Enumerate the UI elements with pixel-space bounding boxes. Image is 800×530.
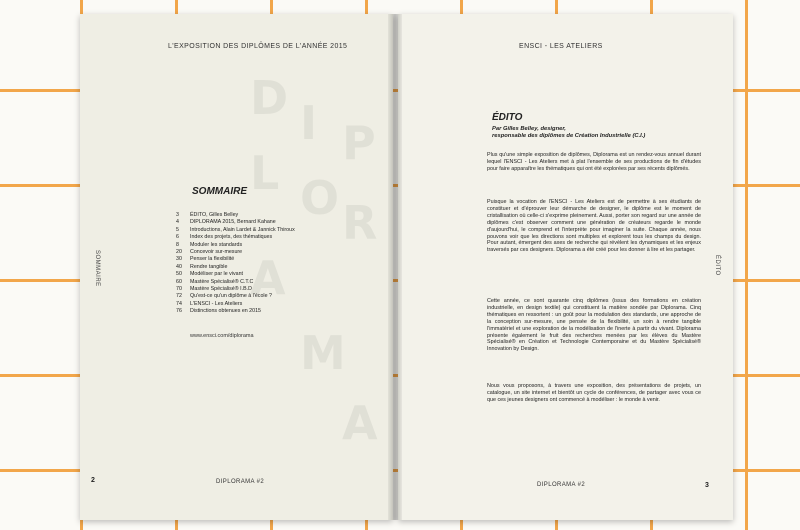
toc-page-number: 3 — [176, 212, 179, 218]
toc-page-number: 5 — [176, 226, 179, 233]
toc-page-number: 74 — [176, 300, 182, 307]
edito-paragraph: Cette année, ce sont quarante cinq diplômes (issus des formations en création industrielle, en design textile) qui constituent la matière sondée par Diplorama. Cinq thématiques en ressortent : un goût pour la modulation des standards, une approche de la conception sur-mesure, une pensée de la flexibilité, un soin à rendre tangible l'immatériel et une exploration de la modélisation de l'inerte à partir du vivant. Diplorama présente également le fruit des recherches menées par les élèves du Mastère Spécialisé® en Création et Technologie Contemporaine et du Mastère Spécialisé® Innovation by Design. — [487, 298, 701, 353]
toc-entry-title: Index des projets, des thématiques — [190, 234, 273, 241]
toc-entry-title: Moduler les standards — [190, 241, 243, 248]
toc-entry-title: L'ENSCI - Les Ateliers — [190, 300, 243, 307]
toc-entry — [176, 286, 295, 293]
toc-entry — [176, 242, 295, 249]
toc-entry-title: Distinctions obtenues en 2015 — [190, 308, 261, 315]
ghost-letter: I — [300, 96, 318, 150]
edito-paragraph: Nous vous proposons, à travers une exposition, des présentations de projets, un catalogue, un site internet et bientôt un cycle de conférences, de partager avec vous ce que ces jeunes designers ont commencé à modéliser : le monde à venir. — [487, 383, 701, 403]
right-running-head: ENSCI - LES ATELIERS — [519, 43, 603, 50]
toc-page-number: 50 — [176, 271, 182, 278]
left-folio: 2 — [91, 477, 95, 484]
edito-title: ÉDITO — [492, 112, 523, 123]
toc-page-number: 4 — [176, 219, 179, 226]
toc-page-number: 76 — [176, 308, 182, 315]
toc-entry-title: Mastère Spécialisé® C.T.C — [190, 278, 254, 285]
ghost-letter: D — [250, 71, 289, 125]
toc-entry-title: Rendre tangible — [190, 263, 228, 270]
left-side-label: SOMMAIRE — [94, 250, 100, 287]
toc-entry-title: Introductions, Alain Lardet & Jannick Thiroux — [190, 226, 295, 233]
toc-entry-title: Concevoir sur-mesure — [190, 249, 243, 256]
toc-entry-title: ÉDITO, Gilles Belley — [190, 212, 239, 218]
toc-entry — [176, 212, 295, 219]
ghost-letter: A — [250, 251, 286, 305]
book-spine — [388, 14, 402, 520]
right-folio: 3 — [705, 482, 709, 489]
edito-byline — [492, 126, 645, 140]
sommaire-title: SOMMAIRE — [192, 186, 247, 197]
toc-page-number: 8 — [176, 241, 179, 248]
toc-page-number: 20 — [176, 249, 182, 256]
toc-entry — [176, 219, 295, 226]
right-side-label: ÉDITO — [714, 255, 720, 276]
toc-entry-title: Modéliser par le vivant — [190, 271, 243, 278]
ghost-letter: P — [342, 116, 376, 170]
toc-entry — [176, 301, 295, 308]
byline-line: Par Gilles Belley, designer, — [492, 126, 566, 132]
toc-page-number: 40 — [176, 263, 182, 270]
toc-entry — [176, 293, 295, 300]
ghost-letter: M — [300, 326, 346, 380]
toc-entry-title: Mastère Spécialisé® I.B.D — [190, 286, 252, 293]
left-footer: DIPLORAMA #2 — [216, 479, 265, 485]
byline-line: responsable des diplômes de Création Industrielle (C.I.) — [492, 133, 646, 139]
toc-page-number: 30 — [176, 256, 182, 263]
website-url[interactable]: www.ensci.com/diplorama — [190, 333, 254, 339]
toc-entry — [176, 264, 295, 271]
toc-entry — [176, 256, 295, 263]
toc-entry — [176, 249, 295, 256]
toc-entry — [176, 279, 295, 286]
toc-entry-title: DIPLORAMA 2015, Bernard Kahane — [190, 219, 276, 226]
toc-entry — [176, 227, 295, 234]
toc-page-number: 72 — [176, 293, 182, 300]
toc-page-number: 60 — [176, 278, 182, 285]
right-footer: DIPLORAMA #2 — [537, 482, 586, 488]
toc-page-number: 70 — [176, 286, 182, 293]
toc-entry-title: Penser la flexibilité — [190, 256, 235, 263]
table-of-contents — [176, 212, 295, 316]
ghost-letter: A — [342, 396, 378, 450]
edito-paragraph: Puisque la vocation de l'ENSCI - Les Ateliers est de permettre à ses étudiants de constituer et d'éprouver leur démarche de designer, le diplôme est le moment de cristallisation où celle-ci s'exprime pleinement. Aussi, porter son regard sur une année de diplômes c'est observer comment une génération de créateurs regarde le monde d'aujourd'hui, le comprend et l'interprète pour imaginer la suite. Chaque année, nous pouvons voir que les directions sont multiples et explorent tous les champs du design. Pour autant, émergent des axes de recherche qui révèlent les dynamiques et les enjeux traversés par ces designers. Diplorama a été créé pour les donner à lire et les partager. — [487, 199, 701, 254]
toc-entry-title: Qu'est-ce qu'un diplôme à l'école ? — [190, 293, 272, 300]
toc-entry — [176, 308, 295, 315]
ghost-letter: R — [342, 196, 378, 250]
toc-page-number: 6 — [176, 234, 179, 241]
edito-paragraph: Plus qu'une simple exposition de diplômes, Diplorama est un rendez-vous annuel durant lequel l'ENSCI - Les Ateliers met à plat l'ensemble de ses productions de fin d'études pour faire apparaître les thématiques qui ont été explorées par ses récents diplômés. — [487, 152, 701, 172]
right-page — [398, 14, 733, 520]
ghost-letter: L — [250, 146, 280, 200]
toc-entry — [176, 271, 295, 278]
ghost-letter: O — [300, 171, 340, 225]
left-running-head: L'EXPOSITION DES DIPLÔMES DE L'ANNÉE 2015 — [168, 43, 348, 50]
toc-entry — [176, 234, 295, 241]
